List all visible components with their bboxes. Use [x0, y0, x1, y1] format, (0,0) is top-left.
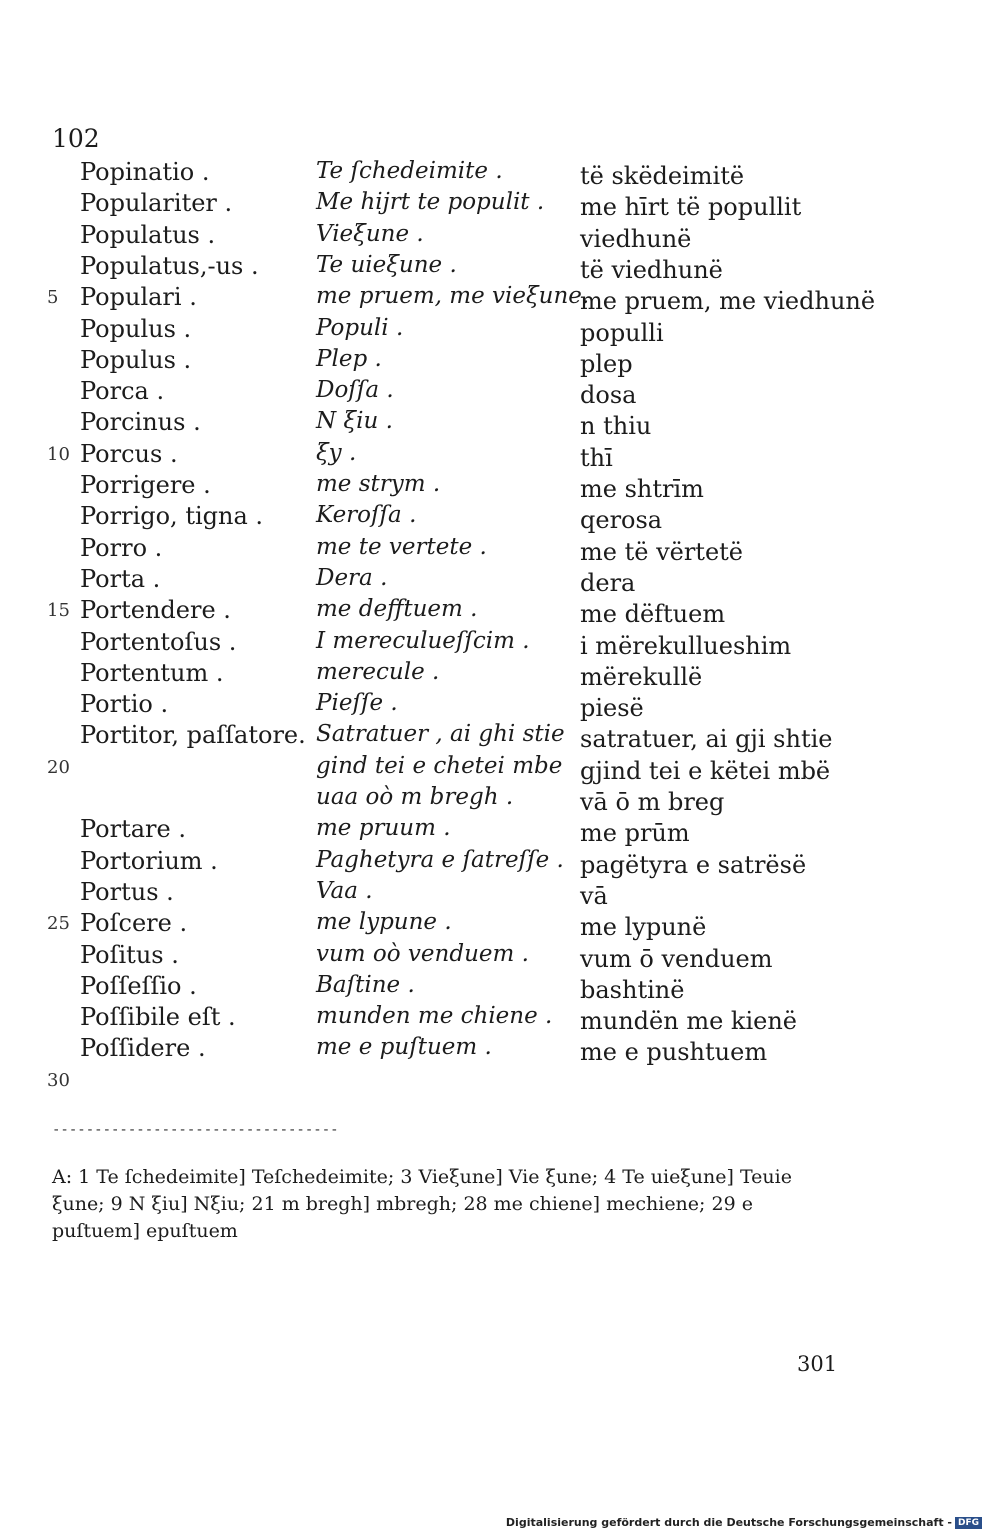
line-number: 20 — [47, 756, 70, 778]
latin-term: Portitor, paſſatore. — [80, 721, 306, 750]
modern-albanian: me lypunë — [580, 913, 707, 942]
original-albanian: ξy . — [316, 439, 357, 466]
glossary-row — [0, 690, 1000, 721]
original-albanian: vum oò venduem . — [316, 940, 529, 967]
footnote: A: 1 Te ſchedeimite] Teſchedeimite; 3 Vieξune] Vie ξune; 4 Te uieξune] Teuie ξune; 9 N ξiu] Nξiu; 21 m bregh] mbregh; 28 me chiene] mechiene; 29 e puſtuem] epuſtuem — [52, 1166, 792, 1242]
glossary-row — [0, 596, 1000, 627]
original-albanian: Me hijrt te populit . — [316, 189, 545, 216]
original-albanian: me pruem, me vieξune. — [316, 283, 590, 310]
latin-term: Poſſidere . — [80, 1034, 206, 1063]
latin-term: Popinatio . — [80, 158, 210, 186]
modern-albanian: të viedhunë — [580, 255, 723, 284]
glossary-row — [0, 346, 1000, 377]
original-albanian: me e puſtuem . — [316, 1034, 492, 1061]
latin-term: Portio . — [80, 690, 169, 719]
glossary-row — [0, 189, 1000, 220]
modern-albanian: me prūm — [580, 819, 690, 848]
dfg-logo: DFG — [955, 1517, 982, 1529]
glossary-row — [0, 377, 1000, 408]
glossary-row — [0, 784, 1000, 815]
latin-term: Portorium . — [80, 846, 218, 875]
original-albanian: Satratuer , ai ghi stie — [316, 721, 565, 748]
original-albanian: me strym . — [316, 471, 441, 497]
modern-albanian: gjind tei e këtei mbë — [580, 756, 831, 785]
glossary-row — [0, 1066, 1000, 1097]
modern-albanian: të skëdeimitë — [580, 162, 745, 190]
original-albanian: me defftuem . — [316, 596, 478, 623]
latin-term: Porca . — [80, 377, 165, 406]
glossary-row — [0, 878, 1000, 909]
latin-term: Poſitus . — [80, 940, 179, 969]
original-albanian: Doſſa . — [316, 377, 394, 404]
glossary-row — [0, 941, 1000, 972]
glossary-row — [0, 659, 1000, 690]
modern-albanian: me e pushtuem — [580, 1038, 768, 1067]
glossary-row — [0, 815, 1000, 846]
original-albanian: Keroſſa . — [316, 502, 417, 529]
modern-albanian: i mërekullueshim — [580, 631, 792, 660]
modern-albanian: me pruem, me viedhunë — [580, 287, 876, 316]
modern-albanian: mërekullë — [580, 662, 703, 691]
glossary-row — [0, 440, 1000, 471]
latin-term: Porta . — [80, 564, 161, 593]
modern-albanian: thī — [580, 443, 613, 472]
latin-term: Porcinus . — [80, 408, 201, 437]
latin-term: Poſcere . — [80, 909, 188, 938]
footnote-separator: ---------------------------------- — [52, 1122, 339, 1138]
line-number: 10 — [47, 443, 70, 465]
line-number: 25 — [47, 913, 70, 935]
glossary-row — [0, 471, 1000, 502]
modern-albanian: viedhunë — [580, 224, 692, 253]
glossary-row — [0, 502, 1000, 533]
original-albanian: Pieſſe . — [316, 690, 398, 717]
original-albanian: Vaa . — [316, 877, 373, 904]
original-albanian: Dera . — [316, 564, 388, 591]
original-albanian: merecule . — [316, 658, 440, 685]
modern-albanian: mundën me kienë — [580, 1007, 797, 1036]
modern-albanian: me hīrt të popullit — [580, 193, 802, 222]
glossary-row — [0, 721, 1000, 752]
original-albanian: me lypune . — [316, 909, 452, 936]
modern-albanian: qerosa — [580, 506, 663, 535]
latin-term: Portendere . — [80, 596, 231, 625]
line-number: 30 — [47, 1069, 70, 1091]
original-albanian: Paghetyra e ſatreſſe . — [316, 846, 564, 873]
latin-term: Populus . — [80, 314, 192, 343]
glossary-row — [0, 565, 1000, 596]
glossary-row — [0, 221, 1000, 252]
line-number: 15 — [47, 600, 70, 622]
original-albanian: N ξiu . — [316, 408, 393, 435]
original-albanian: me te vertete . — [316, 533, 487, 560]
glossary-row — [0, 1034, 1000, 1065]
modern-albanian: dosa — [580, 381, 637, 410]
modern-albanian: me të vërtetë — [580, 537, 743, 566]
modern-albanian: n thiu — [580, 412, 652, 441]
latin-term: Populari . — [80, 283, 197, 312]
original-albanian: Plep . — [316, 345, 382, 372]
glossary-row — [0, 158, 1000, 189]
glossary-row — [0, 753, 1000, 784]
modern-albanian: me shtrīm — [580, 475, 704, 503]
modern-albanian: bashtinë — [580, 975, 685, 1004]
glossary-row — [0, 628, 1000, 659]
original-albanian: Populi . — [316, 314, 404, 341]
latin-term: Portare . — [80, 815, 186, 844]
latin-term: Populus . — [80, 345, 192, 374]
latin-term: Poſſibile eſt . — [80, 1003, 236, 1032]
glossary-row — [0, 534, 1000, 565]
latin-term: Porcus . — [80, 439, 178, 468]
page-number-top: 102 — [52, 124, 100, 153]
latin-term: Porrigo, tigna . — [80, 502, 264, 531]
latin-term: Porrigere . — [80, 471, 211, 499]
latin-term: Porro . — [80, 533, 163, 562]
glossary-row — [0, 252, 1000, 283]
modern-albanian: vā ō m breg — [580, 788, 725, 816]
modern-albanian: me dëftuem — [580, 600, 726, 629]
funding-text: Digitalisierung gefördert durch die Deutsche Forschungsgemeinschaft - — [505, 1516, 952, 1529]
latin-term: Poſſeſſio . — [80, 971, 197, 1000]
modern-albanian: piesë — [580, 694, 644, 723]
original-albanian: Baſtine . — [316, 971, 415, 998]
latin-term: Portentoſus . — [80, 627, 237, 656]
modern-albanian: satratuer, ai gji shtie — [580, 725, 833, 754]
latin-term: Portus . — [80, 877, 174, 906]
original-albanian: uaa oò m bregh . — [316, 784, 514, 810]
modern-albanian: pagëtyra e satrësë — [580, 850, 807, 879]
latin-term: Populatus . — [80, 220, 216, 249]
glossary-row — [0, 315, 1000, 346]
page-number-bottom: 301 — [797, 1352, 838, 1376]
original-albanian: Te uieξune . — [316, 251, 457, 278]
funding-notice — [506, 1516, 982, 1529]
original-albanian: gind tei e chetei mbe — [316, 752, 563, 779]
original-albanian: me pruum . — [316, 815, 451, 842]
latin-term: Populariter . — [80, 189, 233, 218]
original-albanian: Te ſchedeimite . — [316, 158, 503, 184]
glossary-row — [0, 847, 1000, 878]
modern-albanian: plep — [580, 349, 633, 378]
original-albanian: Vieξune . — [316, 220, 424, 247]
modern-albanian: vum ō venduem — [580, 944, 773, 973]
modern-albanian: vā — [580, 881, 608, 910]
modern-albanian: dera — [580, 568, 636, 597]
latin-term: Populatus,-us . — [80, 251, 259, 280]
glossary-row — [0, 1003, 1000, 1034]
glossary-row — [0, 408, 1000, 439]
glossary-row — [0, 283, 1000, 314]
glossary-row — [0, 972, 1000, 1003]
line-number: 5 — [47, 287, 59, 309]
original-albanian: munden me chiene . — [316, 1003, 553, 1030]
modern-albanian: populli — [580, 318, 664, 347]
latin-term: Portentum . — [80, 658, 224, 687]
glossary-row — [0, 909, 1000, 940]
original-albanian: I mereculueſſcim . — [316, 627, 530, 654]
